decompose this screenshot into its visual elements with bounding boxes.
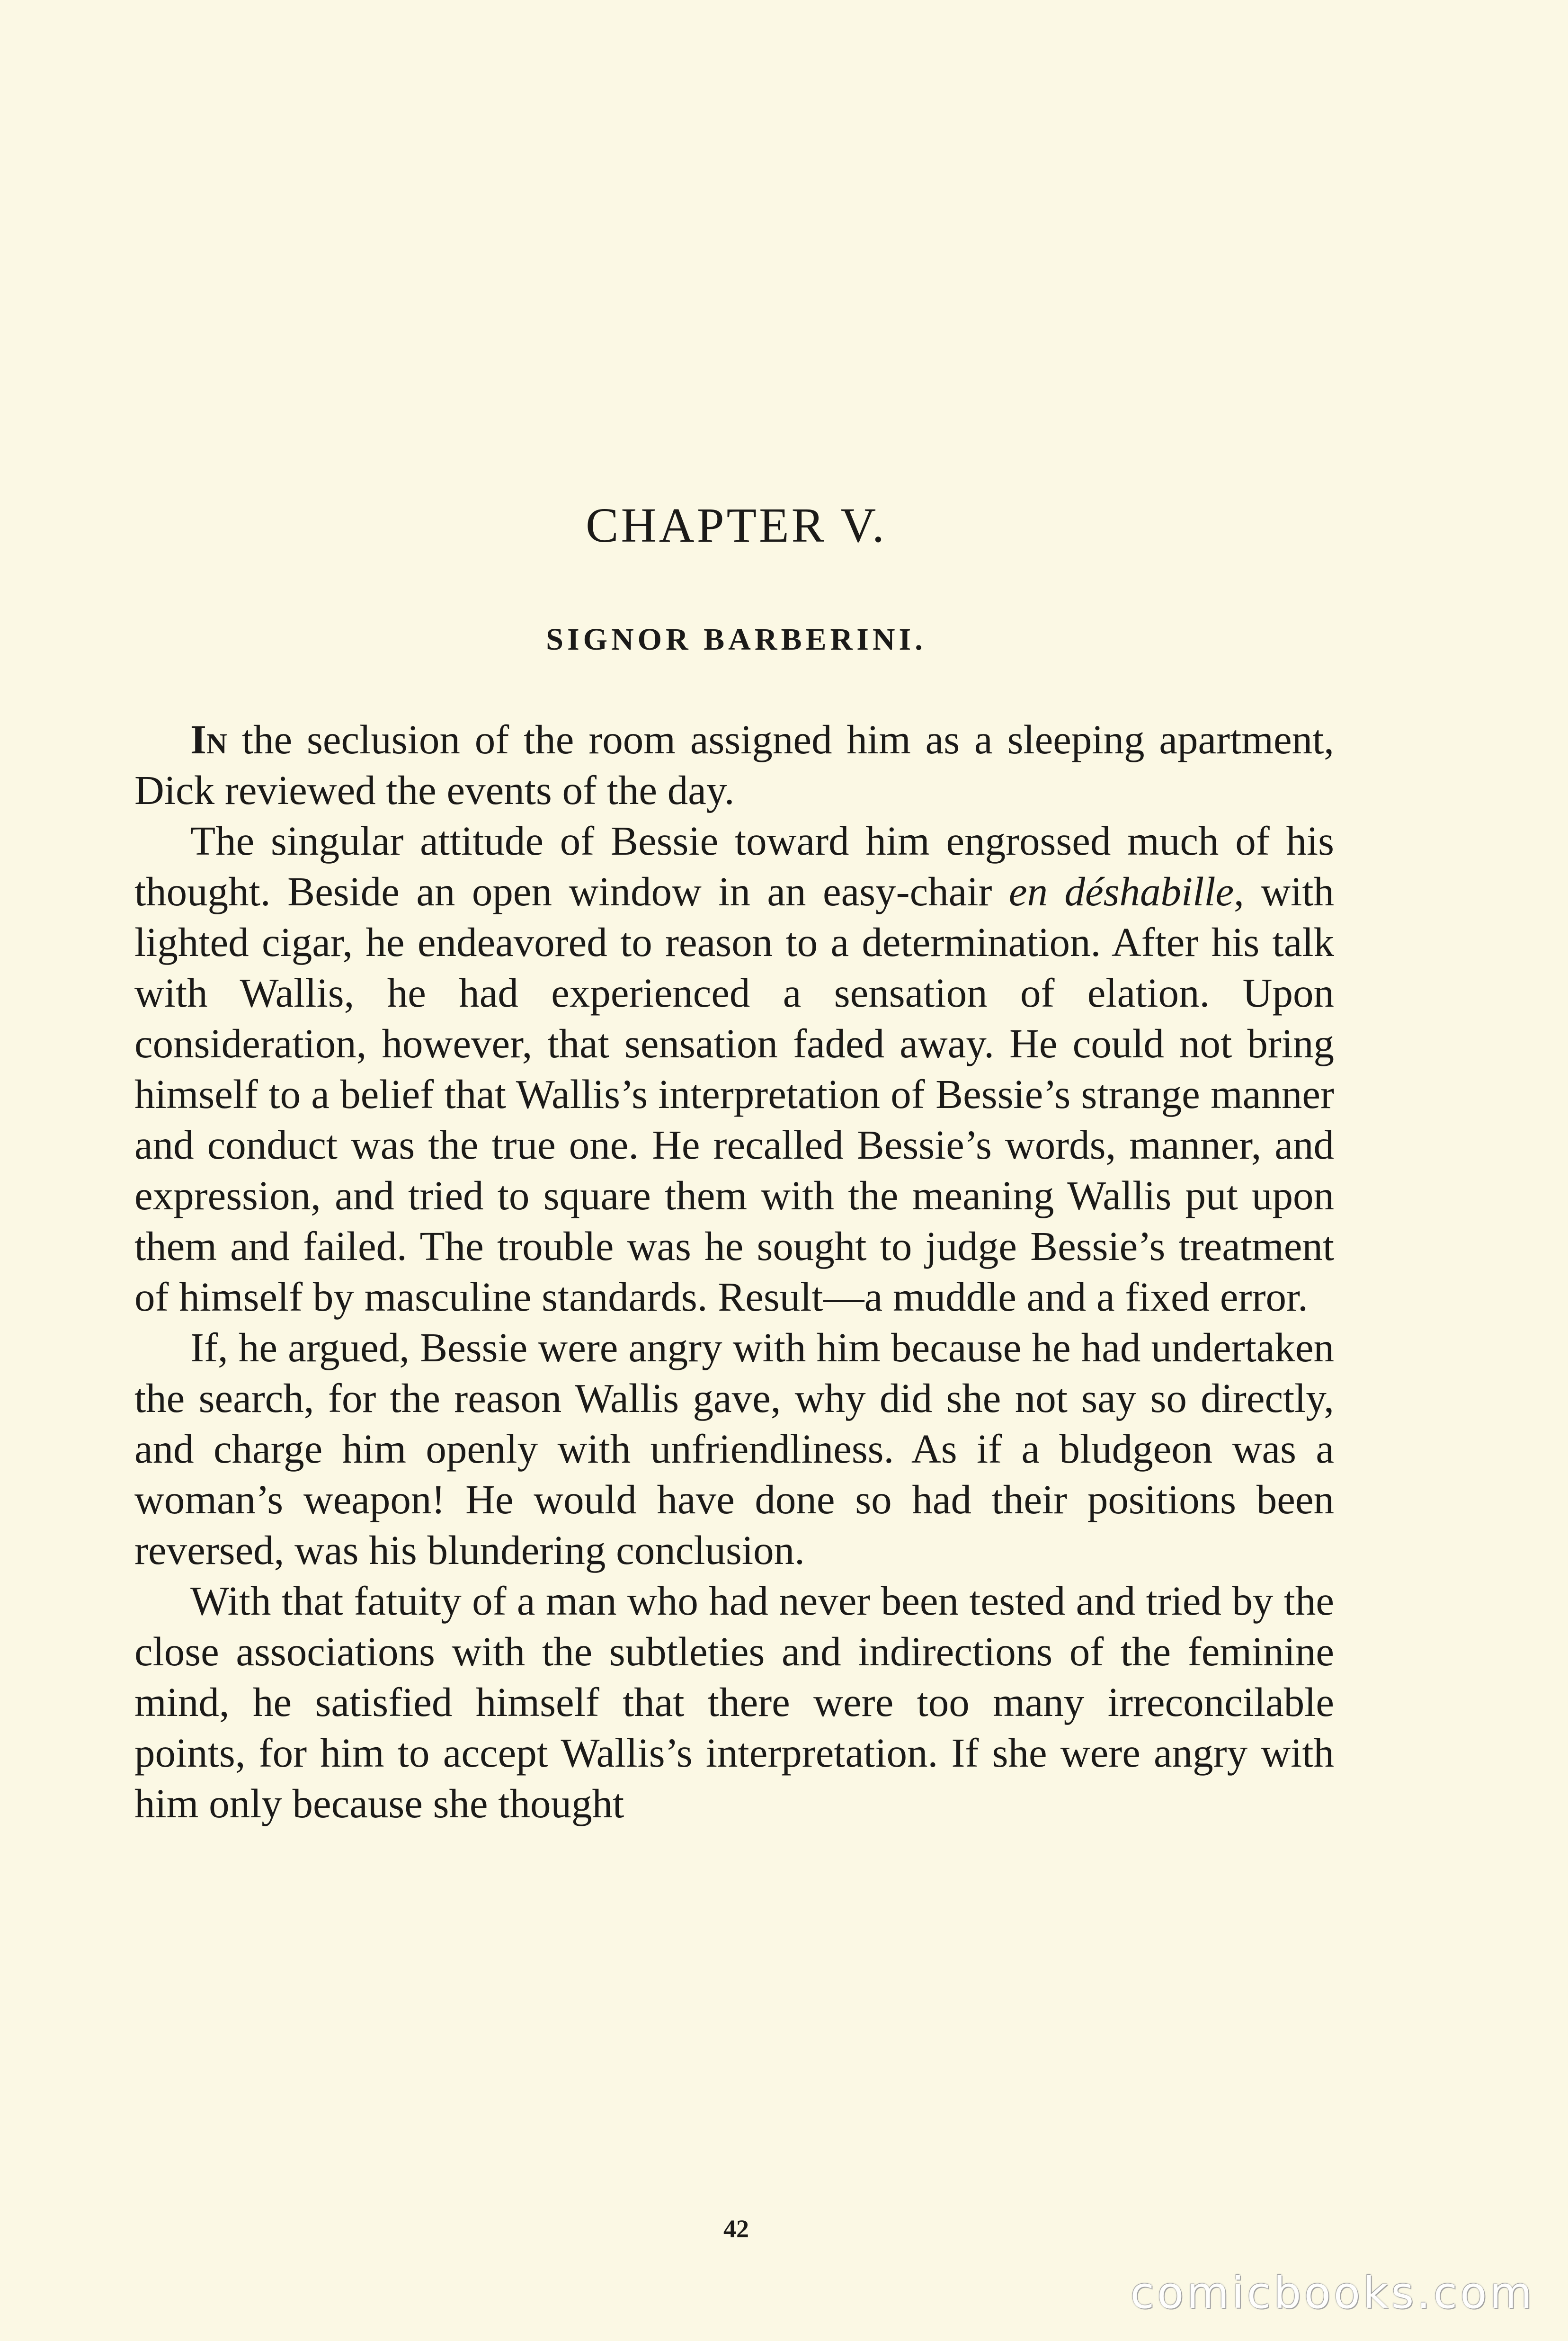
paragraph-2-text-after: , with lighted cigar, he endeavored to reason to a determination. After his talk with Wallis, he had experienced a sensation of elation. Upon consideration, however, that sensation faded away. He could not bring himself to a belief that Wallis’s interpretation of Bessie’s strange manner and conduct was the true one. He recalled Bessie’s words, manner, and expression, and tried to square them with the meaning Wallis put upon them and failed. The trouble was he sought to judge Bessie’s treatment of himself by masculine standards. Result—a muddle and a fixed error. (134, 868, 1335, 1320)
paragraph-1 (134, 714, 1334, 815)
paragraph-3: If, he argued, Bessie were angry with him because he had undertaken the search, for the reason Wallis gave, why did she not say so directly, and charge him openly with unfriendliness. As if a bludgeon was a woman’s weapon! He would have done so had their positions been reversed, was his blundering conclusion. (134, 1324, 1334, 1573)
paragraph-1-text: the seclusion of the room assigned him as a sleeping apartment, Dick reviewed the events of the day. (134, 716, 1334, 813)
italic-phrase: en déshabille (1008, 868, 1234, 914)
watermark-logo: comicbooks.com (1130, 2268, 1535, 2318)
body-text (134, 714, 1334, 1829)
chapter-title: CHAPTER V. (586, 498, 887, 553)
page-number: 42 (723, 2215, 749, 2243)
drop-cap: In (190, 716, 227, 762)
paragraph-2-text-before: The singular attitude of Bessie toward him engrossed much of his thought. Beside an open window in an easy-chair (134, 818, 1334, 914)
paragraph-4: With that fatuity of a man who had never been tested and tried by the close associations with the subtleties and indirections of the feminine mind, he satisfied himself that there were too many irreconcilable points, for him to accept Wallis’s interpretation. If she were angry with him only because she thought (134, 1578, 1334, 1826)
chapter-subtitle: SIGNOR BARBERINI. (546, 622, 927, 657)
paragraph-2 (134, 815, 1334, 1322)
